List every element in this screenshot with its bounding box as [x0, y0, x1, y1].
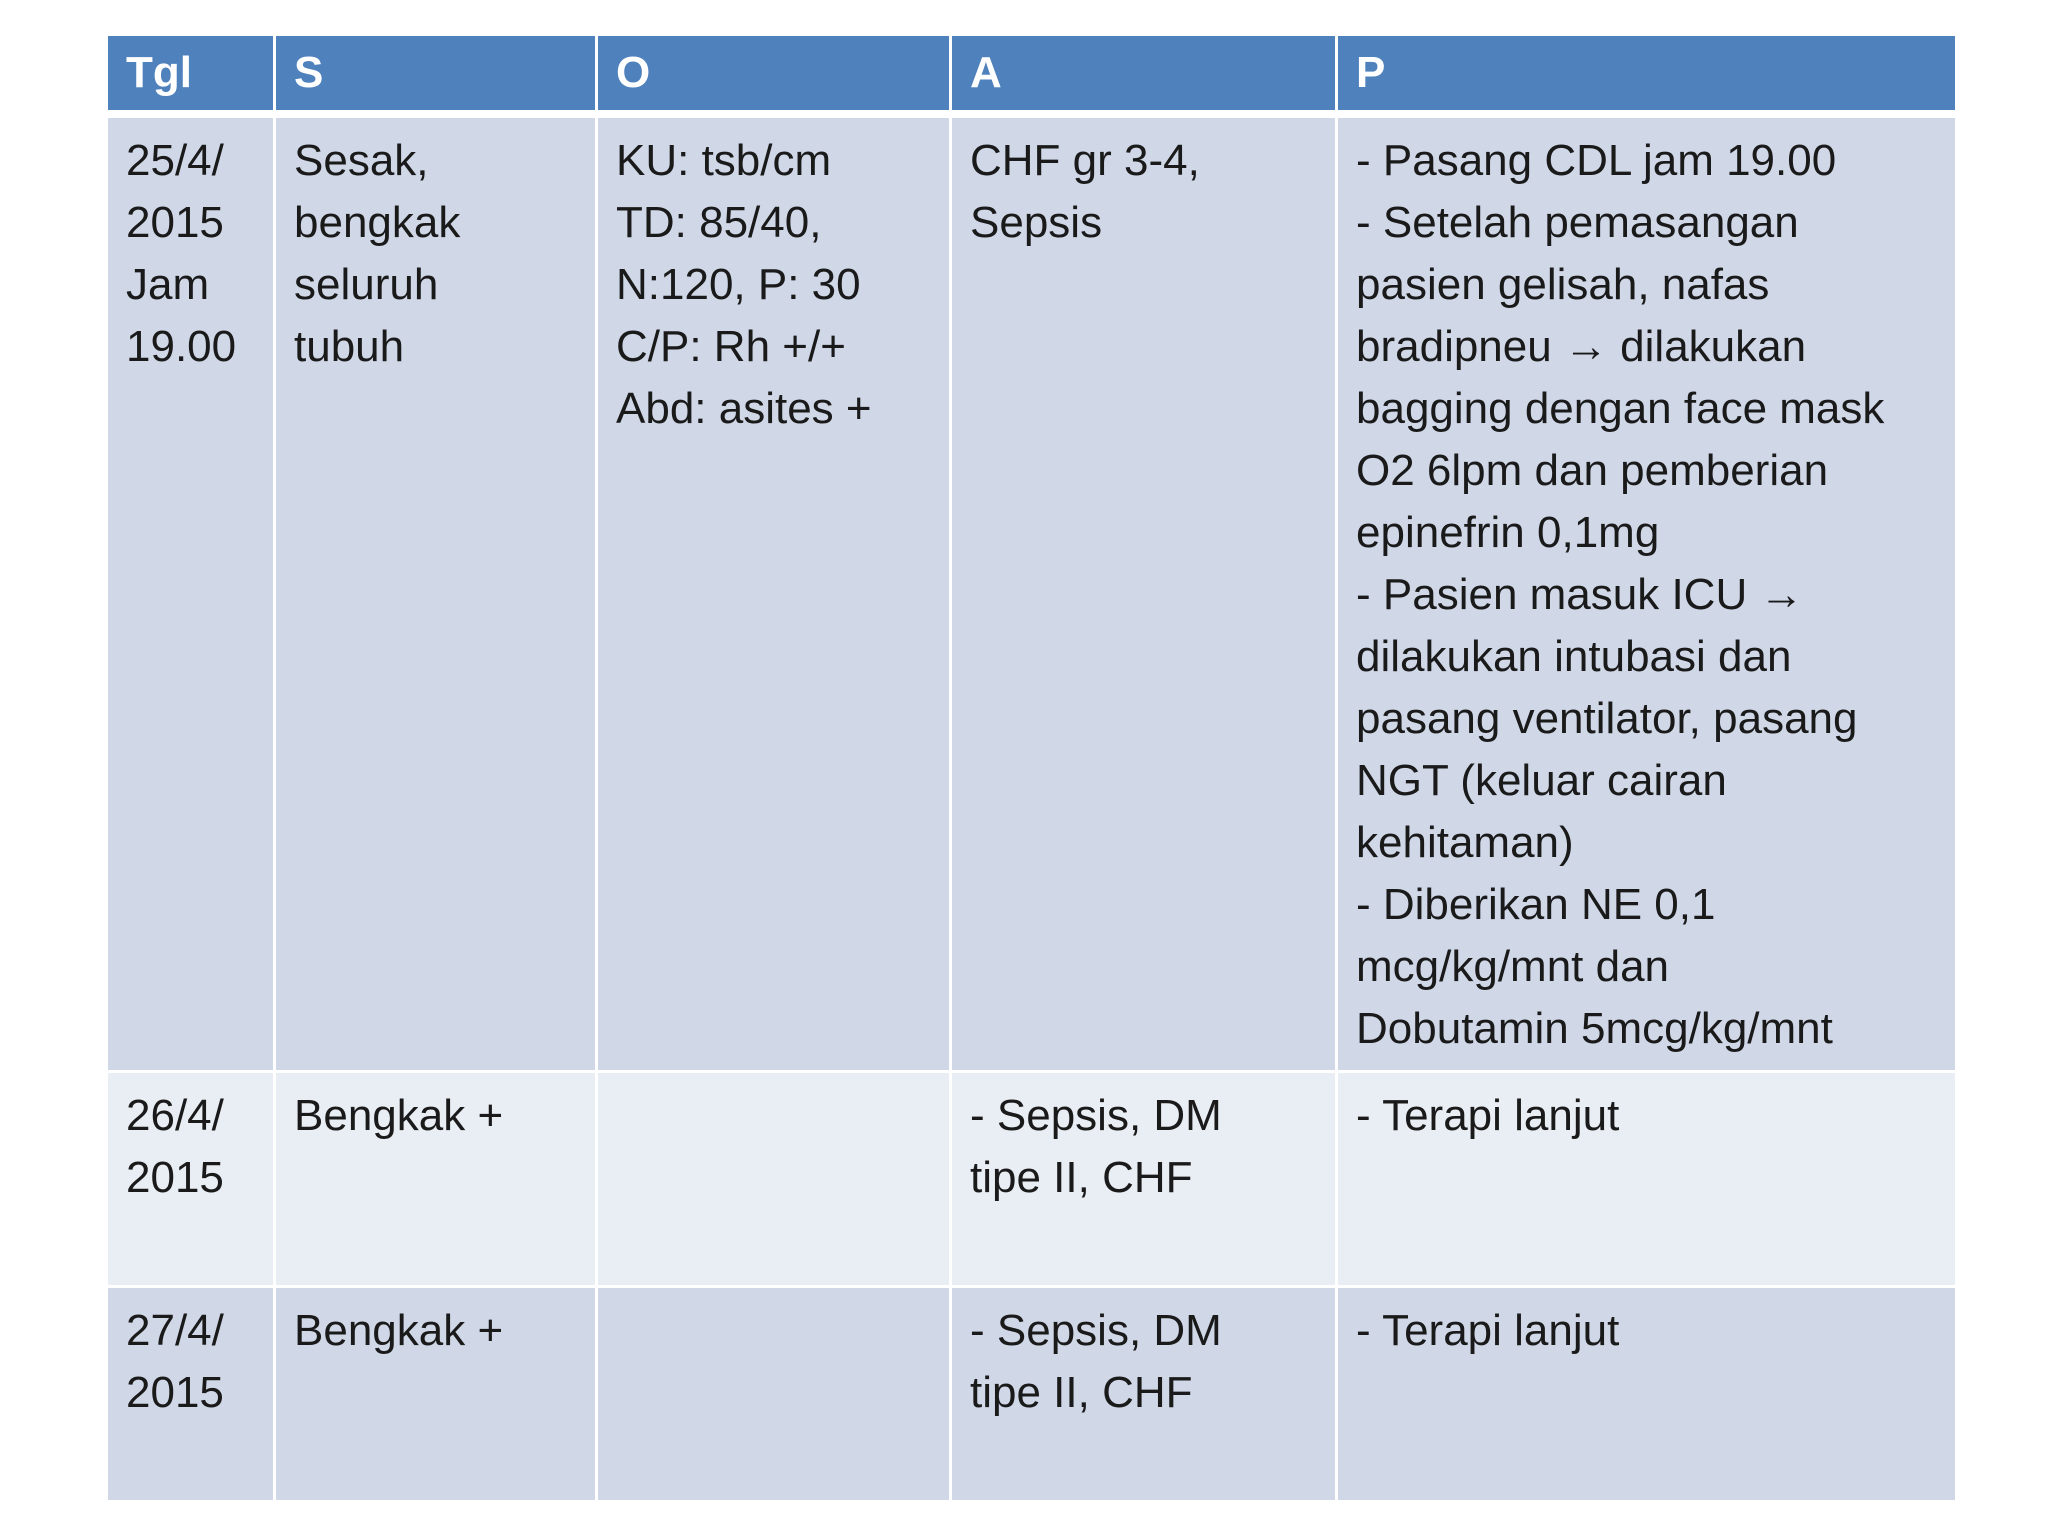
- cell-s: Bengkak +: [275, 1287, 597, 1502]
- cell-o: [597, 1072, 951, 1287]
- cell-a: CHF gr 3-4, Sepsis: [951, 114, 1337, 1072]
- cell-s: Sesak, bengkak seluruh tubuh: [275, 114, 597, 1072]
- table-row: [107, 1072, 1957, 1287]
- header-row: [107, 35, 1957, 115]
- soap-table: [105, 33, 1958, 1503]
- header-a: A: [951, 35, 1337, 115]
- table-row: [107, 1287, 1957, 1502]
- cell-tgl: 27/4/ 2015: [107, 1287, 275, 1502]
- cell-a: - Sepsis, DM tipe II, CHF: [951, 1287, 1337, 1502]
- header-p: P: [1337, 35, 1957, 115]
- cell-tgl: 25/4/ 2015 Jam 19.00: [107, 114, 275, 1072]
- cell-p: - Pasang CDL jam 19.00 - Setelah pemasangan pasien gelisah, nafas bradipneu → dilakukan bagging dengan face mask O2 6lpm dan pemberian epinefrin 0,1mg - Pasien masuk ICU → dilakukan intubasi dan pasang ventilator, pasang NGT (keluar cairan kehitaman) - Diberikan NE 0,1 mcg/kg/mnt dan Dobutamin 5mcg/kg/mnt: [1337, 114, 1957, 1072]
- cell-a: - Sepsis, DM tipe II, CHF: [951, 1072, 1337, 1287]
- cell-tgl: 26/4/ 2015: [107, 1072, 275, 1287]
- table-row: [107, 114, 1957, 1072]
- cell-o: KU: tsb/cm TD: 85/40, N:120, P: 30 C/P: Rh +/+ Abd: asites +: [597, 114, 951, 1072]
- header-o: O: [597, 35, 951, 115]
- header-s: S: [275, 35, 597, 115]
- cell-p: - Terapi lanjut: [1337, 1287, 1957, 1502]
- header-tgl: Tgl: [107, 35, 275, 115]
- cell-s: Bengkak +: [275, 1072, 597, 1287]
- cell-o: [597, 1287, 951, 1502]
- cell-p: - Terapi lanjut: [1337, 1072, 1957, 1287]
